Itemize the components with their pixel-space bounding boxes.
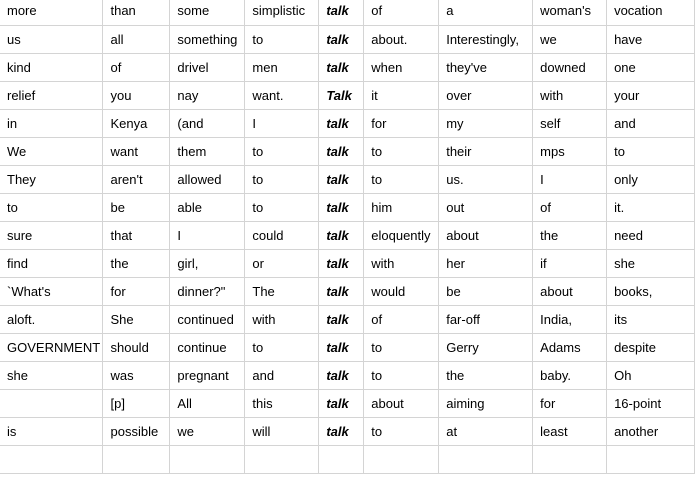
table-row xyxy=(0,137,695,165)
grid-cell[interactable]: only xyxy=(607,165,695,193)
table-row xyxy=(0,165,695,193)
grid-cell[interactable]: of xyxy=(364,0,439,25)
grid-cell[interactable]: and xyxy=(245,361,319,389)
grid-cell[interactable]: to xyxy=(607,137,695,165)
grid-cell[interactable]: (and xyxy=(170,109,245,137)
grid-cell[interactable]: books, xyxy=(607,277,695,305)
grid-cell[interactable]: I xyxy=(170,221,245,249)
grid-cell[interactable]: another xyxy=(607,417,695,445)
table-row xyxy=(0,53,695,81)
grid-cell[interactable]: to xyxy=(364,333,439,361)
keyword-cell[interactable]: talk xyxy=(319,221,364,249)
table-row xyxy=(0,249,695,277)
grid-cell[interactable]: the xyxy=(439,361,533,389)
grid-cell[interactable]: Adams xyxy=(533,333,607,361)
grid-cell[interactable]: They xyxy=(0,165,103,193)
grid-cell[interactable]: at xyxy=(439,417,533,445)
keyword-cell[interactable]: talk xyxy=(319,109,364,137)
grid-cell[interactable]: they've xyxy=(439,53,533,81)
grid-cell[interactable]: we xyxy=(170,417,245,445)
grid-cell[interactable]: a xyxy=(439,0,533,25)
grid-cell[interactable]: sure xyxy=(0,221,103,249)
grid-cell[interactable]: or xyxy=(245,249,319,277)
grid-cell[interactable]: Oh xyxy=(607,361,695,389)
grid-cell[interactable]: All xyxy=(170,389,245,417)
grid-cell[interactable]: to xyxy=(364,417,439,445)
grid-cell[interactable]: than xyxy=(103,0,170,25)
grid-cell[interactable]: I xyxy=(533,165,607,193)
grid-cell[interactable]: far-off xyxy=(439,305,533,333)
grid-cell[interactable]: 16-point xyxy=(607,389,695,417)
grid-cell[interactable]: find xyxy=(0,249,103,277)
table-row xyxy=(0,333,695,361)
grid-cell[interactable]: she xyxy=(0,361,103,389)
grid-cell[interactable]: baby. xyxy=(533,361,607,389)
grid-cell[interactable]: aiming xyxy=(439,389,533,417)
grid-cell[interactable] xyxy=(170,445,245,473)
grid-cell[interactable]: want. xyxy=(245,81,319,109)
grid-cell[interactable]: men xyxy=(245,53,319,81)
grid-cell[interactable]: them xyxy=(170,137,245,165)
grid-cell[interactable]: despite xyxy=(607,333,695,361)
keyword-cell[interactable]: talk xyxy=(319,165,364,193)
keyword-cell[interactable]: talk xyxy=(319,389,364,417)
grid-cell[interactable]: possible xyxy=(103,417,170,445)
grid-cell[interactable]: pregnant xyxy=(170,361,245,389)
grid-cell[interactable]: if xyxy=(533,249,607,277)
grid-cell[interactable]: us xyxy=(0,25,103,53)
grid-cell[interactable]: will xyxy=(245,417,319,445)
grid-cell[interactable]: with xyxy=(245,305,319,333)
grid-cell[interactable]: The xyxy=(245,277,319,305)
grid-cell[interactable]: drivel xyxy=(170,53,245,81)
grid-cell[interactable]: continue xyxy=(170,333,245,361)
grid-cell[interactable]: him xyxy=(364,193,439,221)
grid-cell[interactable]: about xyxy=(364,389,439,417)
grid-cell[interactable]: could xyxy=(245,221,319,249)
grid-cell[interactable]: [p] xyxy=(103,389,170,417)
grid-cell[interactable]: eloquently xyxy=(364,221,439,249)
grid-cell[interactable]: to xyxy=(245,193,319,221)
grid-cell[interactable]: to xyxy=(245,165,319,193)
grid-cell[interactable]: should xyxy=(103,333,170,361)
grid-cell[interactable]: Interestingly, xyxy=(439,25,533,53)
grid-cell[interactable]: allowed xyxy=(170,165,245,193)
grid-cell[interactable]: woman's xyxy=(533,0,607,25)
table-row xyxy=(0,417,695,445)
grid-cell[interactable]: to xyxy=(245,25,319,53)
grid-cell[interactable]: her xyxy=(439,249,533,277)
grid-cell[interactable]: dinner?" xyxy=(170,277,245,305)
grid-cell[interactable]: able xyxy=(170,193,245,221)
grid-cell[interactable]: want xyxy=(103,137,170,165)
grid-cell[interactable]: and xyxy=(607,109,695,137)
table-row xyxy=(0,305,695,333)
grid-cell[interactable]: have xyxy=(607,25,695,53)
grid-cell[interactable]: India, xyxy=(533,305,607,333)
grid-cell[interactable]: kind xyxy=(0,53,103,81)
grid-cell[interactable] xyxy=(245,445,319,473)
grid-cell[interactable]: simplistic xyxy=(245,0,319,25)
keyword-cell[interactable]: Talk xyxy=(319,81,364,109)
grid-cell[interactable]: us. xyxy=(439,165,533,193)
grid-cell[interactable]: my xyxy=(439,109,533,137)
table-row xyxy=(0,81,695,109)
grid-cell[interactable]: Kenya xyxy=(103,109,170,137)
grid-cell[interactable]: would xyxy=(364,277,439,305)
grid-cell[interactable] xyxy=(607,445,695,473)
grid-cell[interactable]: it. xyxy=(607,193,695,221)
grid-cell[interactable]: to xyxy=(364,165,439,193)
grid-cell[interactable]: She xyxy=(103,305,170,333)
table-row xyxy=(0,0,695,25)
grid-cell[interactable]: about xyxy=(439,221,533,249)
grid-cell[interactable]: with xyxy=(364,249,439,277)
grid-cell[interactable]: girl, xyxy=(170,249,245,277)
grid-cell[interactable]: for xyxy=(533,389,607,417)
table-row xyxy=(0,109,695,137)
table-row xyxy=(0,25,695,53)
keyword-cell[interactable]: talk xyxy=(319,305,364,333)
grid-cell[interactable] xyxy=(103,445,170,473)
grid-cell[interactable]: about. xyxy=(364,25,439,53)
grid-cell[interactable]: to xyxy=(364,137,439,165)
grid-cell[interactable]: is xyxy=(0,417,103,445)
grid-cell[interactable]: least xyxy=(533,417,607,445)
grid-cell[interactable]: more xyxy=(0,0,103,25)
grid-cell[interactable]: all xyxy=(103,25,170,53)
grid-cell[interactable]: their xyxy=(439,137,533,165)
grid-cell[interactable]: to xyxy=(0,193,103,221)
grid-cell[interactable] xyxy=(533,445,607,473)
grid-cell[interactable]: self xyxy=(533,109,607,137)
grid-cell[interactable]: mps xyxy=(533,137,607,165)
table-row xyxy=(0,361,695,389)
keyword-cell[interactable]: talk xyxy=(319,0,364,25)
grid-cell[interactable] xyxy=(439,445,533,473)
grid-cell[interactable]: downed xyxy=(533,53,607,81)
grid-cell[interactable]: vocation xyxy=(607,0,695,25)
grid-cell[interactable]: was xyxy=(103,361,170,389)
grid-cell[interactable]: GOVERNMENT xyxy=(0,333,103,361)
grid-cell[interactable]: its xyxy=(607,305,695,333)
grid-cell[interactable]: of xyxy=(103,53,170,81)
grid-cell[interactable]: to xyxy=(245,333,319,361)
grid-cell[interactable]: of xyxy=(533,193,607,221)
grid-cell[interactable]: nay xyxy=(170,81,245,109)
grid-cell[interactable]: aloft. xyxy=(0,305,103,333)
keyword-cell[interactable]: talk xyxy=(319,193,364,221)
keyword-cell[interactable]: talk xyxy=(319,417,364,445)
grid-cell[interactable]: for xyxy=(364,109,439,137)
grid-cell[interactable]: We xyxy=(0,137,103,165)
grid-cell[interactable]: be xyxy=(439,277,533,305)
grid-cell[interactable]: over xyxy=(439,81,533,109)
grid-cell[interactable]: continued xyxy=(170,305,245,333)
grid-cell[interactable]: we xyxy=(533,25,607,53)
grid-cell[interactable]: with xyxy=(533,81,607,109)
keyword-cell[interactable]: talk xyxy=(319,249,364,277)
grid-cell[interactable]: that xyxy=(103,221,170,249)
grid-cell[interactable]: when xyxy=(364,53,439,81)
grid-cell[interactable] xyxy=(0,389,103,417)
table-row xyxy=(0,445,695,473)
grid-cell[interactable]: be xyxy=(103,193,170,221)
grid-cell[interactable]: this xyxy=(245,389,319,417)
grid-cell[interactable]: to xyxy=(245,137,319,165)
keyword-cell[interactable]: talk xyxy=(319,361,364,389)
grid-cell[interactable]: something xyxy=(170,25,245,53)
grid-cell[interactable]: to xyxy=(364,361,439,389)
keyword-cell[interactable]: talk xyxy=(319,137,364,165)
grid-cell[interactable]: I xyxy=(245,109,319,137)
grid-cell[interactable]: the xyxy=(103,249,170,277)
grid-cell[interactable]: your xyxy=(607,81,695,109)
grid-cell[interactable]: for xyxy=(103,277,170,305)
keyword-cell[interactable]: talk xyxy=(319,277,364,305)
grid-cell[interactable]: in xyxy=(0,109,103,137)
grid-cell[interactable]: it xyxy=(364,81,439,109)
keyword-cell[interactable]: talk xyxy=(319,53,364,81)
grid-cell[interactable]: `What's xyxy=(0,277,103,305)
grid-cell[interactable]: one xyxy=(607,53,695,81)
keyword-cell[interactable] xyxy=(319,445,364,473)
grid-cell[interactable]: some xyxy=(170,0,245,25)
grid-cell[interactable]: about xyxy=(533,277,607,305)
keyword-cell[interactable]: talk xyxy=(319,333,364,361)
table-row xyxy=(0,193,695,221)
grid-cell[interactable]: need xyxy=(607,221,695,249)
grid-cell[interactable]: Gerry xyxy=(439,333,533,361)
grid-cell[interactable]: relief xyxy=(0,81,103,109)
grid-cell[interactable]: she xyxy=(607,249,695,277)
grid-cell[interactable]: the xyxy=(533,221,607,249)
grid-cell[interactable]: out xyxy=(439,193,533,221)
grid-cell[interactable] xyxy=(364,445,439,473)
grid-cell[interactable]: aren't xyxy=(103,165,170,193)
table-row xyxy=(0,389,695,417)
grid-cell[interactable] xyxy=(0,445,103,473)
grid-cell[interactable]: of xyxy=(364,305,439,333)
grid-cell[interactable]: you xyxy=(103,81,170,109)
table-row xyxy=(0,221,695,249)
keyword-cell[interactable]: talk xyxy=(319,25,364,53)
table-row xyxy=(0,277,695,305)
